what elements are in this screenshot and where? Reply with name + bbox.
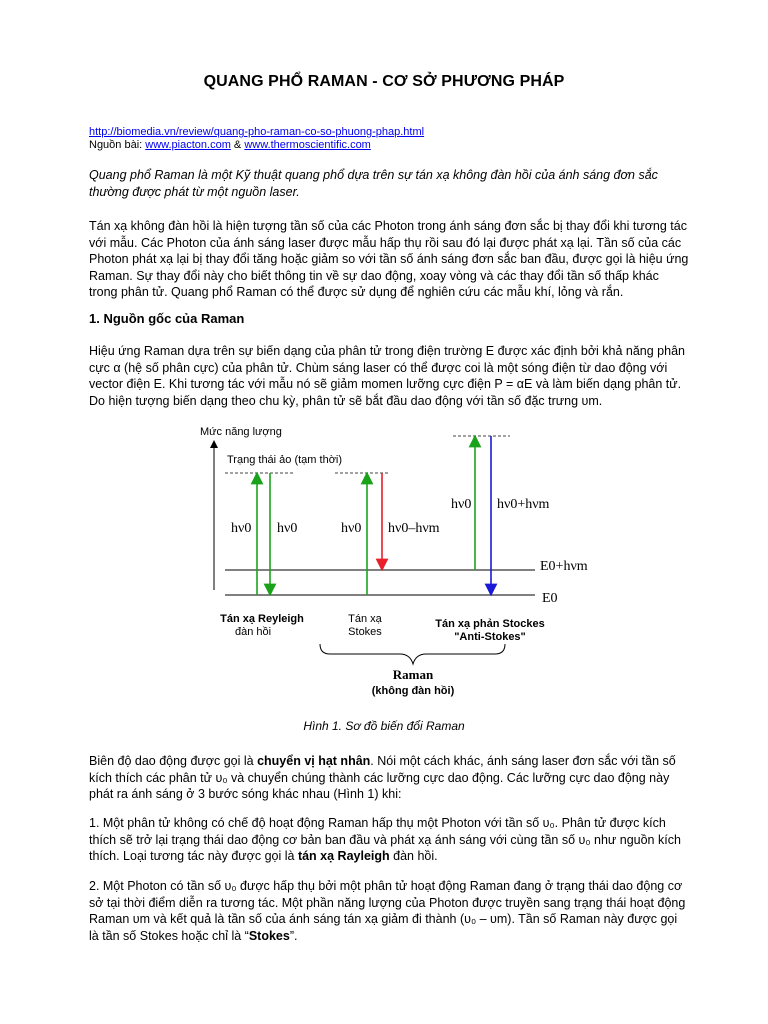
p4-text-c: đàn hồi. — [389, 849, 438, 863]
page-title: QUANG PHỔ RAMAN - CƠ SỞ PHƯƠNG PHÁP — [203, 73, 565, 90]
section-heading-origin: 1. Nguồn gốc của Raman — [89, 311, 245, 326]
stokes-label-line2: Stokes — [348, 626, 382, 638]
anti-stokes-label-line2: "Anti-Stokes" — [454, 631, 526, 643]
level-upper-label: E0+hνm — [540, 559, 588, 574]
raman-brace-sublabel: (không đàn hồi) — [371, 685, 455, 697]
rayleigh-hv0-out: hν0 — [277, 521, 298, 536]
anti-stokes-hv0: hν0 — [451, 497, 472, 512]
p5-text-c: ”. — [289, 928, 298, 943]
raman-brace-label: Raman — [392, 667, 434, 682]
rayleigh-hv0-in: hν0 — [231, 521, 252, 536]
figure-caption: Hình 1. Sơ đồ biến đổi Raman — [303, 719, 465, 733]
thermoscientific-link[interactable]: www.thermoscientific.com — [244, 139, 371, 151]
raman-brace — [320, 644, 505, 664]
stokes-hv0: hν0 — [341, 521, 362, 536]
anti-stokes-label-line1: Tán xạ phản Stockes — [435, 618, 545, 630]
raman-energy-diagram — [195, 420, 588, 705]
source-prefix: Nguồn bài: — [89, 139, 146, 151]
source-block — [89, 126, 424, 152]
article-url-link[interactable]: http://biomedia.vn/review/quang-pho-raman-co-so-phuong-phap.html — [89, 126, 425, 138]
rayleigh-label-line2: đàn hồi — [234, 626, 272, 638]
rayleigh-label-line1: Tán xạ Reyleigh — [220, 613, 304, 625]
paragraph-inelastic: Tán xạ không đàn hồi là hiện tượng tần số của các Photon trong ánh sáng đơn sắc bị thay đổi khi tương tác với mẫu. Các Photon của ánh sáng laser được mẫu hấp thụ rồi sau đó lại được phát xạ lại. Tần số của các Photon phát xạ lại bị thay đổi tăng hoặc giảm so với tần số ánh sáng đơn sắc ban đầu, được gọi là hiệu ứng Raman. Sự thay đổi này cho biết thông tin về sự dao động, xoay vòng và các thay đổi tần số thấp khác trong phân tử. Quang phổ Raman có thể được sử dụng để nghiên cứu các mẫu khí, lỏng và rắn. — [89, 219, 689, 299]
source-amp: & — [230, 139, 245, 151]
stokes-shift-label: hν0–hνm — [388, 521, 440, 536]
p5-text-a: 2. Một Photon có tần số υ₀ được hấp thụ bởi một phân tử hoạt động Raman đang ở trạng thái dao động cơ sở tại thời điểm diễn ra tương tác. Một phần năng lượng của Photon được truyền sang trạng thái hoạt động Raman υm và kết quả là tần số của ánh sáng tán xạ giảm đi thành (υ₀ – υm). Tần số Raman này được gọi là tần số Stokes hoặc chỉ là “ — [89, 879, 686, 943]
level-ground-label: E0 — [542, 591, 558, 606]
stokes-label-line1: Tán xạ — [348, 613, 382, 625]
p3-text-c: . Nói một cách khác, ánh sáng laser đơn sắc với tần số kích thích các phân tử υ₀ và chuyển chúng thành các lưỡng cực dao động. Các lưỡng cực dao động này phát ra ánh sáng ở 3 bước sóng khác nhau (Hình 1) khi: — [89, 754, 676, 801]
p5-bold: Stokes — [248, 928, 290, 943]
virtual-state-label: Trạng thái ảo (tạm thời) — [227, 454, 343, 466]
paragraph-displacement — [89, 753, 689, 803]
paragraph-rayleigh — [89, 815, 689, 865]
intro-paragraph: Quang phổ Raman là một Kỹ thuật quang phổ dựa trên sự tán xạ không đàn hồi của ánh sáng đơn sắc thường được phát từ một nguồn laser. — [89, 168, 658, 199]
p3-bold: chuyển vị hạt nhân — [257, 754, 371, 768]
anti-stokes-shift-label: hν0+hνm — [497, 497, 550, 512]
p4-text-a: 1. Một phân tử không có chế độ hoạt động Raman hấp thụ một Photon với tần số υ₀. Phân tử được kích thích sẽ trở lại trạng thái dao động cơ bản ban đầu và phát xạ ánh sáng với cùng tần số υ₀ như nguồn kích thích. Loại tương tác này được gọi là — [89, 816, 681, 863]
p4-bold: tán xạ Rayleigh — [297, 849, 390, 863]
piacton-link[interactable]: www.piacton.com — [145, 139, 231, 151]
paragraph-stokes — [89, 878, 689, 944]
p3-text-a: Biên độ dao động được gọi là — [89, 754, 258, 768]
paragraph-raman-effect: Hiệu ứng Raman dựa trên sự biến dạng của phân tử trong điện trường E được xác định bởi khả năng phân cực α (hệ số phân cực) của phân tử. Chùm sáng laser có thể được coi là một sóng điện từ dao động với vector điện E. Khi tương tác với mẫu nó sẽ giảm momen lưỡng cực điện P = αE và làm biến dạng phân tử. Do hiện tượng biến dạng theo chu kỳ, phân tử sẽ bắt đầu dao động với tần số đặc trưng υm. — [89, 344, 685, 408]
y-axis-label: Mức năng lượng — [200, 426, 282, 438]
